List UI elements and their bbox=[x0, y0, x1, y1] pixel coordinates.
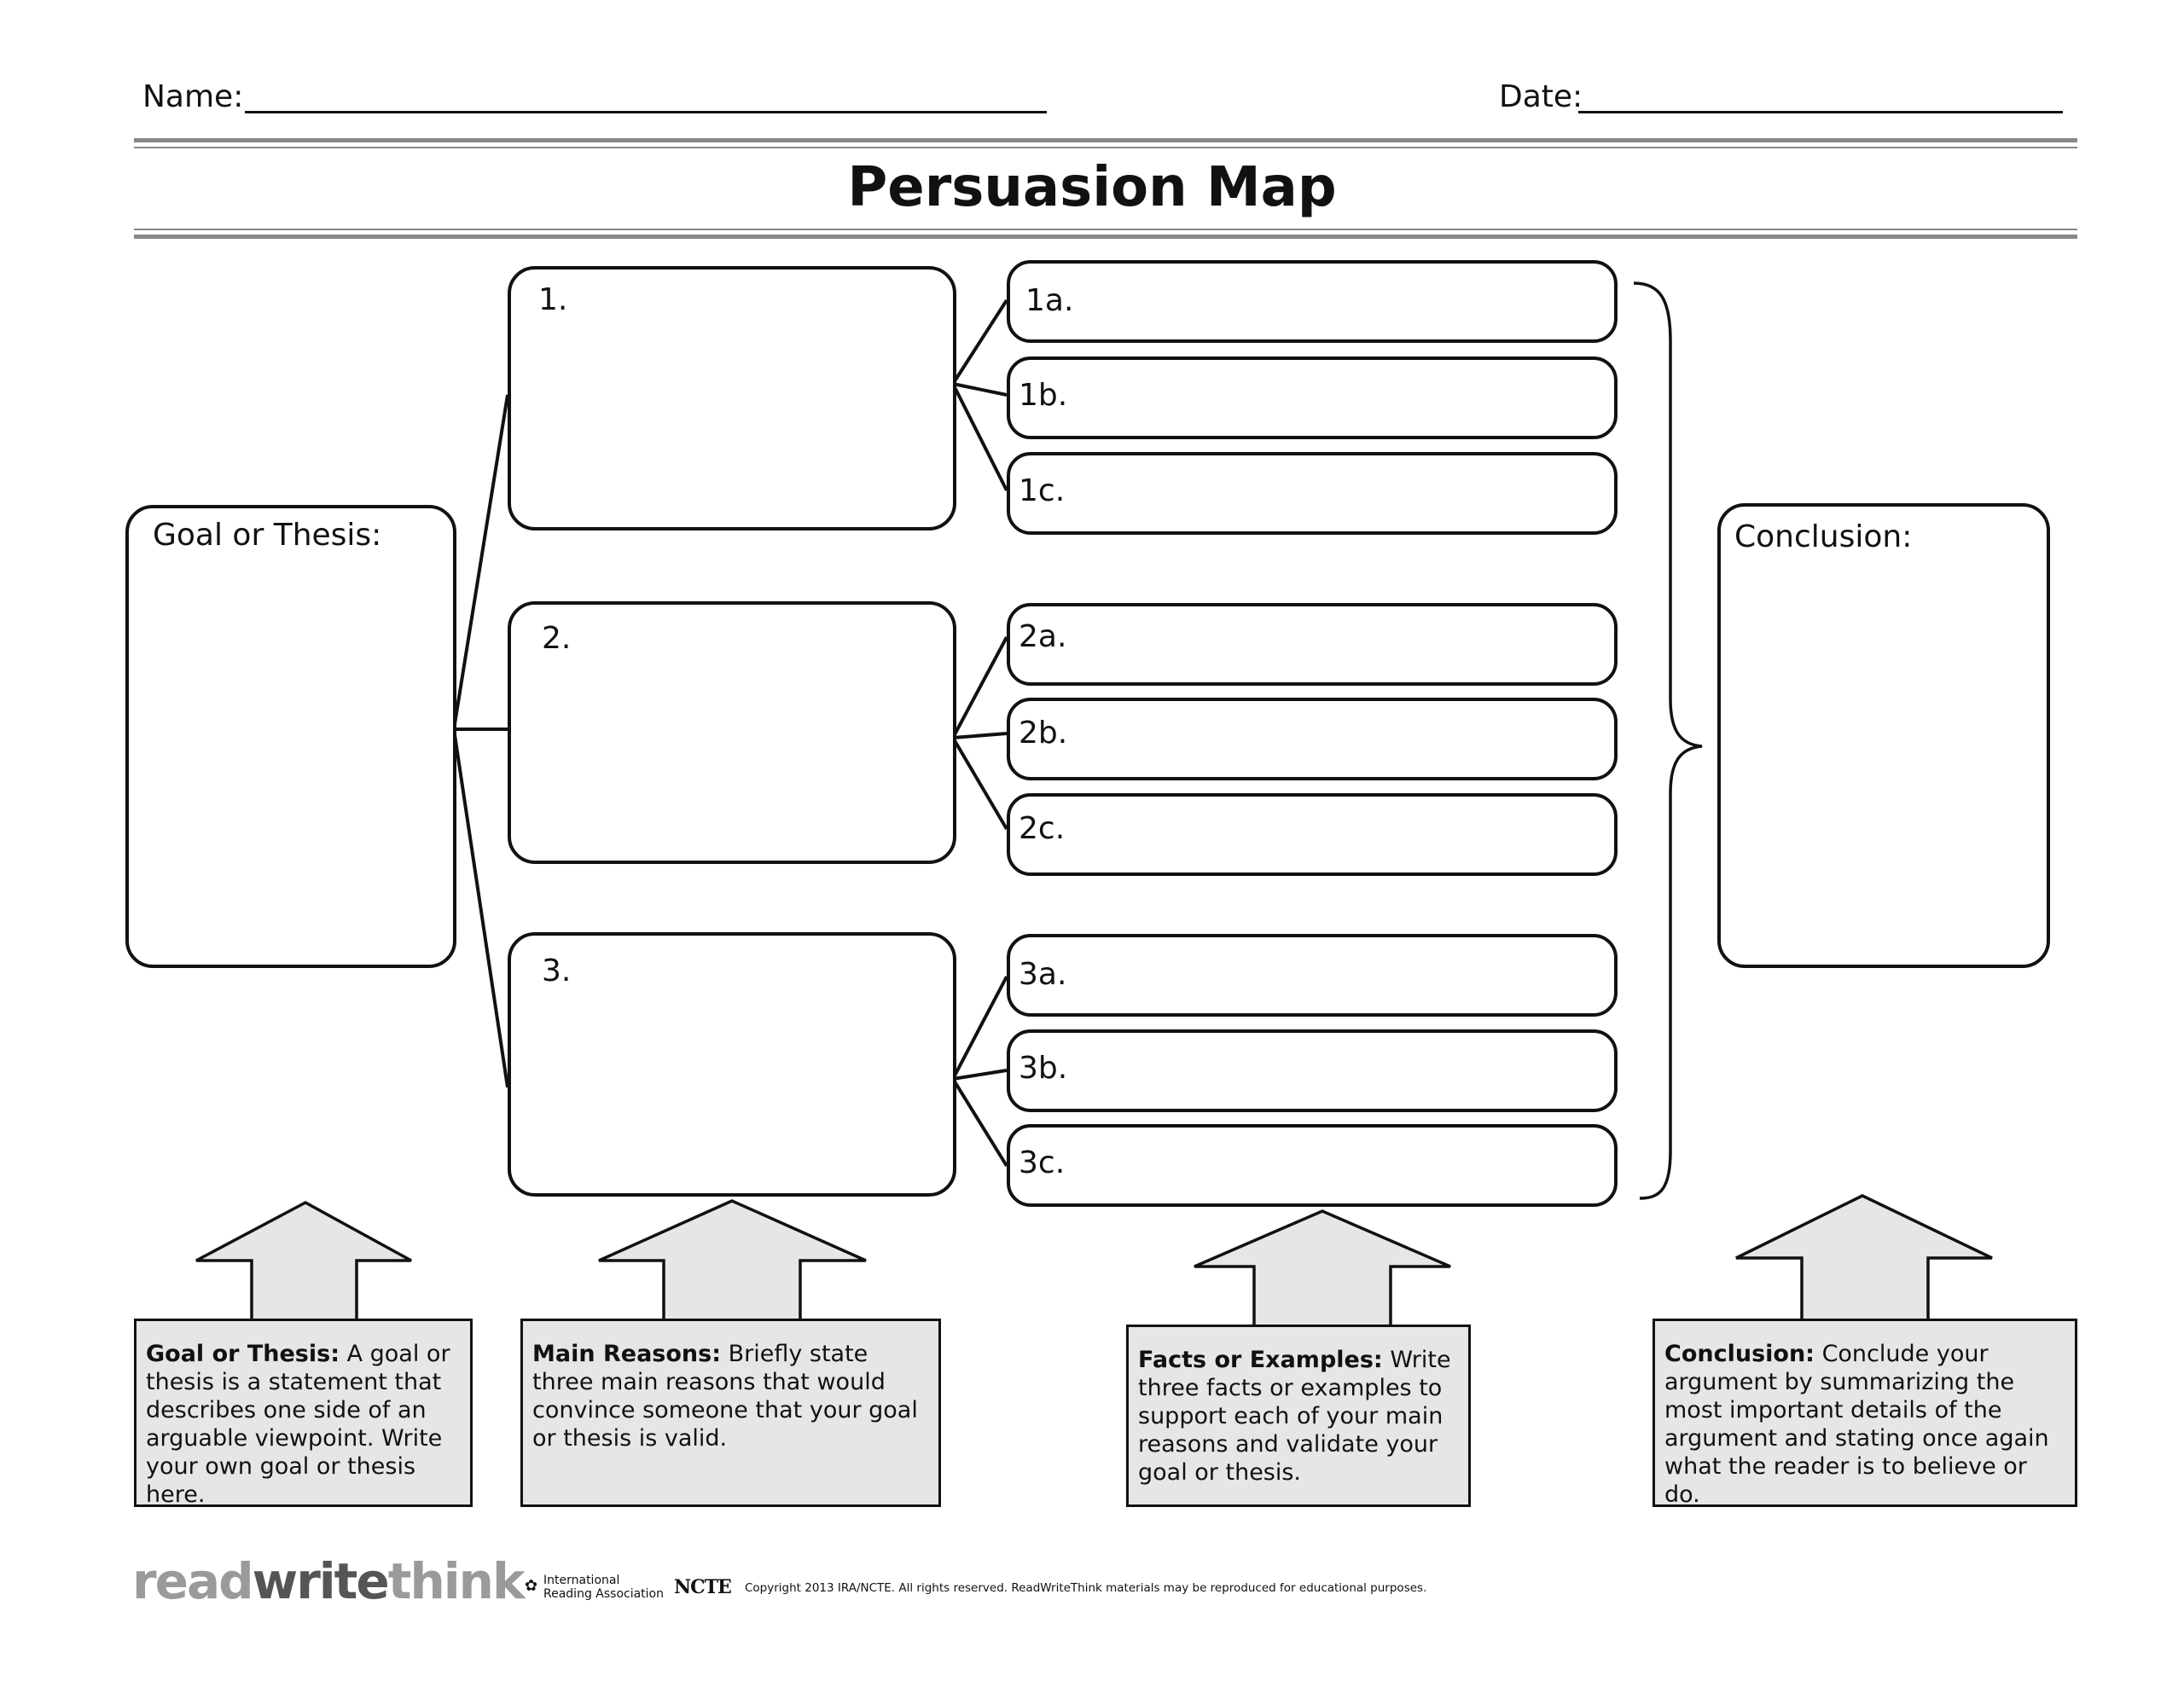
fact-box-3c[interactable] bbox=[1007, 1124, 1618, 1207]
fact-box-2c[interactable] bbox=[1007, 793, 1618, 876]
reason-box-1[interactable] bbox=[508, 266, 956, 530]
fact-label-3a: 3a. bbox=[1019, 957, 1067, 992]
note-conclusion-body: Conclude your argument by summarizing the most important details of the argument and stating once again what the reader is to believe or do. bbox=[1664, 1341, 2049, 1508]
fact-box-3b[interactable] bbox=[1007, 1029, 1618, 1112]
date-label: Date: bbox=[1499, 79, 1583, 114]
logo-write: write bbox=[252, 1552, 388, 1610]
fact-label-2b: 2b. bbox=[1019, 716, 1068, 751]
name-label: Name: bbox=[142, 79, 244, 114]
fact-box-1a[interactable] bbox=[1007, 260, 1618, 343]
note-facts-body: Write three facts or examples to support each of your main reasons and validate your goal or thesis. bbox=[1138, 1347, 1451, 1486]
note-facts-examples bbox=[1126, 1325, 1471, 1507]
goal-thesis-label: Goal or Thesis: bbox=[153, 518, 382, 553]
note-reasons-heading: Main Reasons: bbox=[532, 1341, 721, 1367]
note-facts-heading: Facts or Examples: bbox=[1138, 1347, 1383, 1373]
fact-label-2a: 2a. bbox=[1019, 619, 1067, 654]
readwritethink-logo bbox=[132, 1552, 524, 1612]
note-reasons-body: Briefly state three main reasons that would convince someone that your goal or thesis is valid. bbox=[532, 1341, 918, 1452]
reason-label-3: 3. bbox=[542, 954, 572, 988]
logo-think: think bbox=[387, 1552, 524, 1610]
ira-line-1: International bbox=[543, 1574, 620, 1587]
note-conclusion bbox=[1653, 1319, 2077, 1507]
ira-mark-icon: ✿ bbox=[525, 1577, 538, 1595]
fact-box-1b[interactable] bbox=[1007, 357, 1618, 439]
conclusion-label: Conclusion: bbox=[1734, 519, 1913, 554]
logo-read: read bbox=[132, 1552, 253, 1610]
fact-label-1b: 1b. bbox=[1019, 378, 1068, 413]
note-goal-thesis bbox=[134, 1319, 473, 1507]
page-title: Persuasion Map bbox=[847, 156, 1337, 219]
note-conclusion-heading: Conclusion: bbox=[1664, 1341, 1815, 1367]
note-main-reasons bbox=[520, 1319, 941, 1507]
fact-label-1c: 1c. bbox=[1019, 473, 1066, 508]
fact-label-1a: 1a. bbox=[1025, 283, 1074, 318]
reason-box-2[interactable] bbox=[508, 601, 956, 864]
reason-label-2: 2. bbox=[542, 621, 572, 656]
fact-label-3c: 3c. bbox=[1019, 1145, 1066, 1180]
ncte-logo: NCTE bbox=[674, 1576, 731, 1598]
reason-label-1: 1. bbox=[538, 282, 568, 317]
conclusion-box[interactable] bbox=[1717, 503, 2050, 968]
goal-thesis-box[interactable] bbox=[125, 505, 456, 968]
note-goal-heading: Goal or Thesis: bbox=[146, 1341, 340, 1367]
reason-box-3[interactable] bbox=[508, 932, 956, 1197]
fact-box-2a[interactable] bbox=[1007, 603, 1618, 686]
fact-box-2b[interactable] bbox=[1007, 698, 1618, 780]
ira-line-2: Reading Association bbox=[543, 1587, 664, 1601]
fact-box-1c[interactable] bbox=[1007, 452, 1618, 535]
note-goal-body: A goal or thesis is a statement that describes one side of an arguable viewpoint. Write your own goal or thesis here. bbox=[146, 1341, 450, 1508]
fact-box-3a[interactable] bbox=[1007, 934, 1618, 1017]
fact-label-2c: 2c. bbox=[1019, 811, 1066, 846]
copyright-text: Copyright 2013 IRA/NCTE. All rights reserved. ReadWriteThink materials may be reproduced for educational purposes. bbox=[745, 1581, 1427, 1595]
fact-label-3b: 3b. bbox=[1019, 1051, 1068, 1086]
